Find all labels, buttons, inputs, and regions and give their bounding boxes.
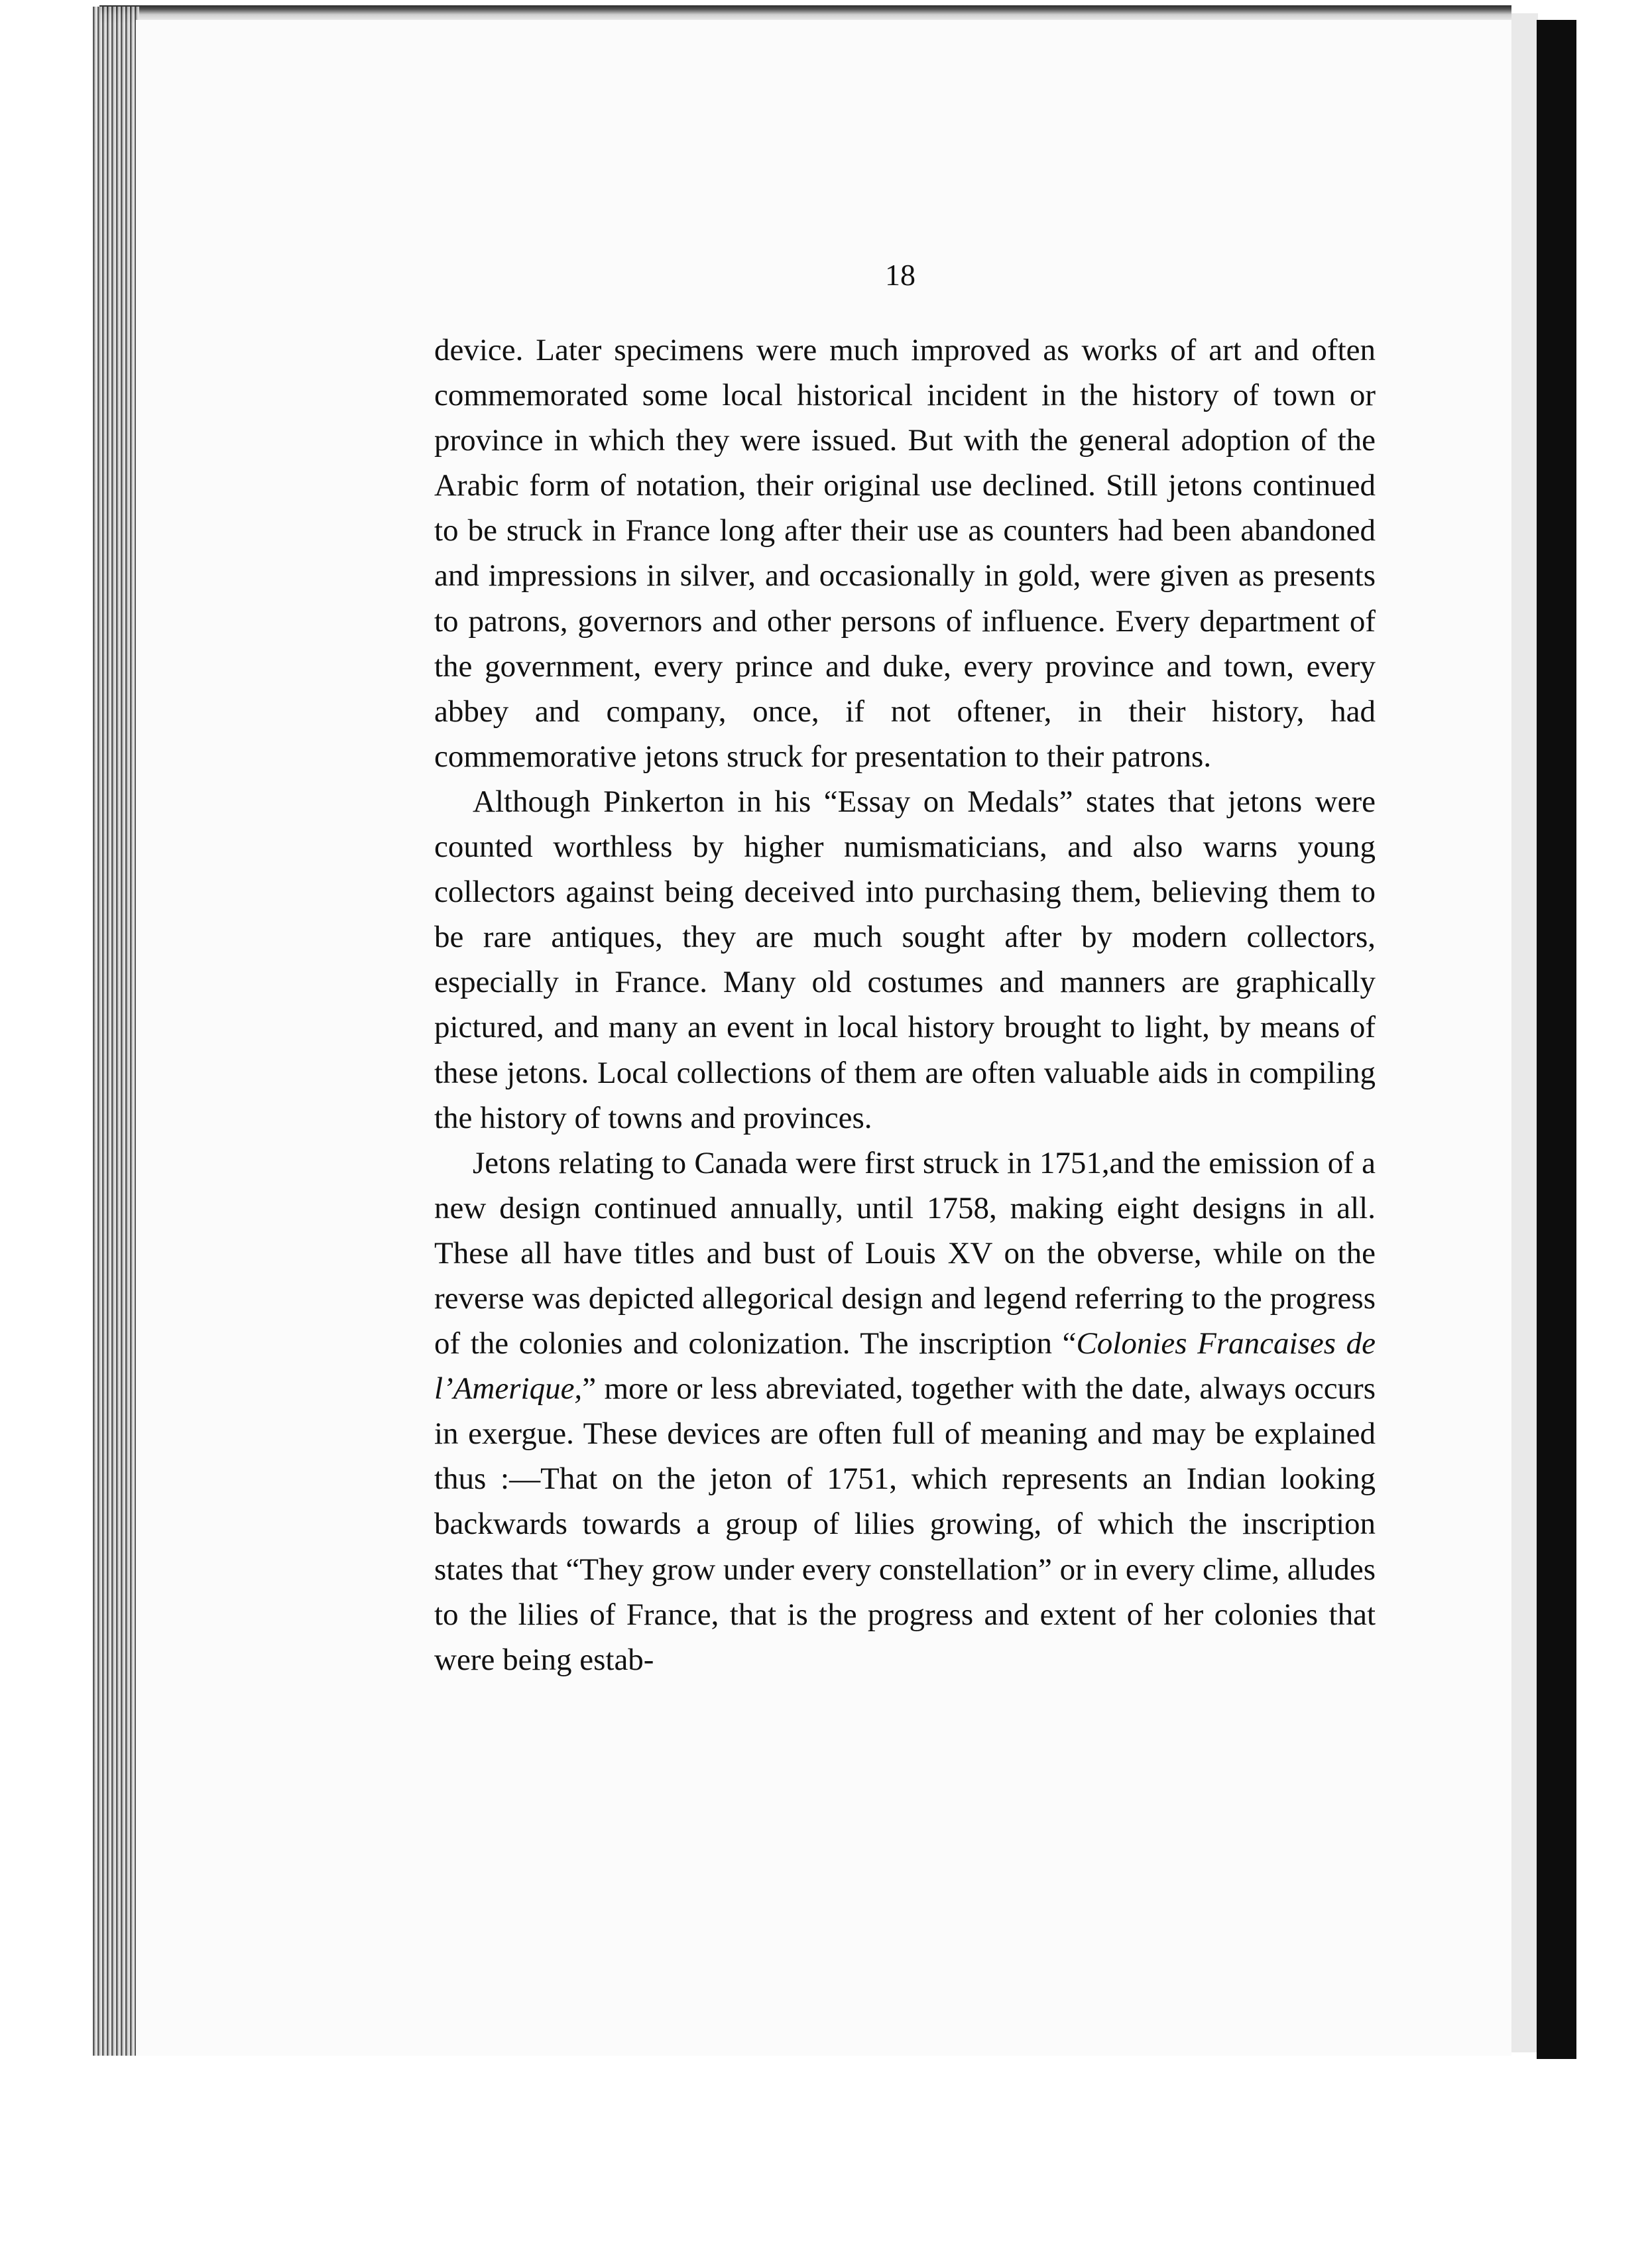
paragraph-3-text-start: Jetons relating to Canada were first struck in 1751,and the emission of a new design continued annually, until 1758, making eight designs in all. These all have titles and bust of Louis XV on the obverse, while on the reverse was depicted allegorical design and legend referring to the progress of the colonies and colonization. The inscription “ xyxy=(434,1145,1376,1361)
paragraph-3-text-end: ” more or less abreviated, together with the date, always occurs in exergue. These devices are often full of meaning and may be explained thus :—That on the jeton of 1751, which represents an Indian looking backwards towards a group of lilies growing, of which the inscription states that “They grow under every constellation” or in every clime, alludes to the lilies of France, that is the progress and extent of her colonies that were being estab- xyxy=(434,1371,1376,1677)
paragraph-3-italic-inscription: Colonies Francaises de l’Amerique, xyxy=(434,1326,1376,1406)
paragraph-3 xyxy=(434,1141,1376,1682)
page-number: 18 xyxy=(885,258,915,292)
paragraph-1: device. Later specimens were much improved as works of art and often commemorated some local historical incident in the history of town or province in which they were issued. But with the general adoption of the Arabic form of notation, their original use declined. Still jetons continued to be struck in France long after their use as counters had been abandoned and impressions in silver, and occasionally in gold, were given as presents to patrons, governors and other persons of influence. Every department of the government, every prince and duke, every province and town, every abbey and company, once, if not oftener, in their history, had commemorative jetons struck for presentation to their patrons. xyxy=(434,333,1376,774)
book-page-edges xyxy=(93,7,139,2056)
book-spine-shadow xyxy=(1537,20,1576,2059)
body-text xyxy=(434,328,1376,1682)
paragraph-2: Although Pinkerton in his “Essay on Medals” states that jetons were counted worthless by higher numismaticians, and also warns young collectors against being deceived into purchasing them, believing them to be rare antiques, they are much sought after by modern collectors, especially in France. Many old costumes and manners are graphically pictured, and many an event in local history brought to light, by means of these jetons. Local collections of them are often valuable aids in compiling the history of towns and provinces. xyxy=(434,784,1376,1135)
page-right-margin xyxy=(1511,13,1538,2052)
